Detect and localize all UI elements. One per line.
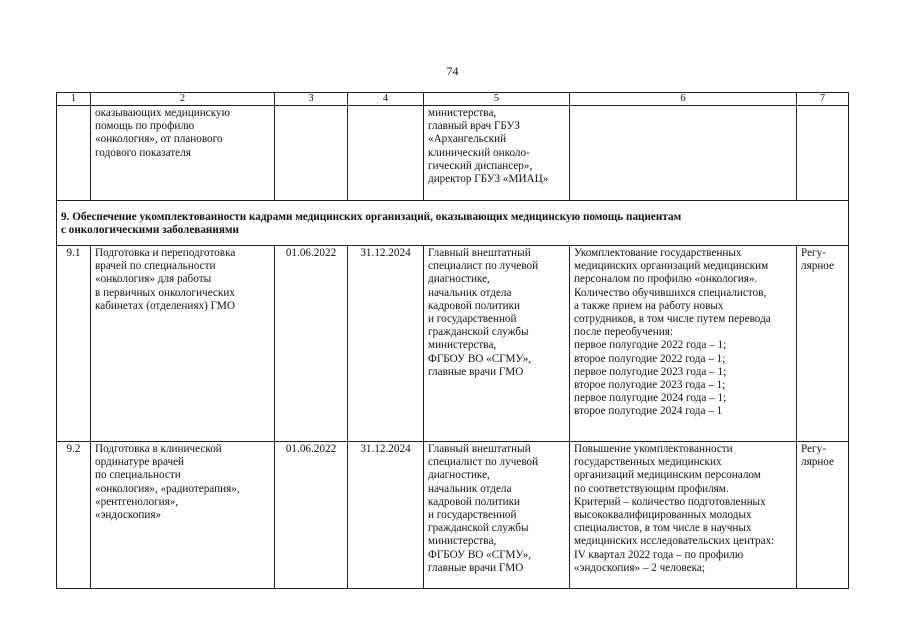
row-number: 9.1	[57, 246, 91, 442]
column-number: 3	[275, 93, 348, 106]
plan-table	[56, 92, 849, 589]
event-cell: Подготовка в клинической ординатуре врачей по специальности «онкология», «радиотерапия», «рентгенология», «эндоскопия»	[91, 442, 275, 589]
column-number: 5	[424, 93, 570, 106]
column-number: 1	[57, 93, 91, 106]
section-row	[57, 201, 849, 246]
start-date-cell	[275, 106, 348, 201]
type-cell: Регу- лярное	[797, 442, 849, 589]
event-cell: оказывающих медицинскую помощь по профилю «онкология», от планового годового показателя	[91, 106, 275, 201]
responsible-cell: министерства, главный врач ГБУЗ «Архангельский клинический онколо- гический диспансер», директор ГБУЗ «МИАЦ»	[424, 106, 570, 201]
result-cell	[570, 106, 797, 201]
result-cell: Укомплектование государственных медицинских организаций медицинским персоналом по профилю «онкология». Количество обучившихся специалистов, а также прием на работу новых сотрудников, в том числе путем перевода после переобучения: первое полугодие 2022 года – 1; второе полугодие 2022 года – 1; первое полугодие 2023 года – 1; второе полугодие 2023 года – 1; первое полугодие 2024 года – 1; второе полугодие 2024 года – 1	[570, 246, 797, 442]
column-number: 6	[570, 93, 797, 106]
table-row	[57, 246, 849, 442]
start-date-cell: 01.06.2022	[275, 246, 348, 442]
section-title: 9. Обеспечение укомплектованности кадрами медицинских организаций, оказывающих медицинскую помощь пациентам с онкологическими заболеваниями	[57, 201, 849, 246]
column-number: 7	[797, 93, 849, 106]
type-cell: Регу- лярное	[797, 246, 849, 442]
end-date-cell: 31.12.2024	[348, 246, 424, 442]
column-number: 2	[91, 93, 275, 106]
end-date-cell: 31.12.2024	[348, 442, 424, 589]
row-number: 9.2	[57, 442, 91, 589]
page-number: 74	[446, 64, 459, 78]
column-number: 4	[348, 93, 424, 106]
result-cell: Повышение укомплектованности государственных медицинских организаций медицинским персоналом по соответствующим профилям. Критерий – количество подготовленных высококвалифицированных молодых специалистов, в том числе в научных медицинских исследовательских центрах: IV квартал 2022 года – по профилю «эндоскопия» – 2 человека;	[570, 442, 797, 589]
start-date-cell: 01.06.2022	[275, 442, 348, 589]
responsible-cell: Главный внештатный специалист по лучевой диагностике, начальник отдела кадровой политики и государственной гражданской службы министерства, ФГБОУ ВО «СГМУ», главные врачи ГМО	[424, 442, 570, 589]
row-number	[57, 106, 91, 201]
type-cell	[797, 106, 849, 201]
table-row	[57, 106, 849, 201]
responsible-cell: Главный внештатный специалист по лучевой диагностике, начальник отдела кадровой политики и государственной гражданской службы министерства, ФГБОУ ВО «СГМУ», главные врачи ГМО	[424, 246, 570, 442]
event-cell: Подготовка и переподготовка врачей по специальности «онкология» для работы в первичных онкологических кабинетах (отделениях) ГМО	[91, 246, 275, 442]
end-date-cell	[348, 106, 424, 201]
table-row	[57, 442, 849, 589]
column-number-row	[57, 93, 849, 106]
